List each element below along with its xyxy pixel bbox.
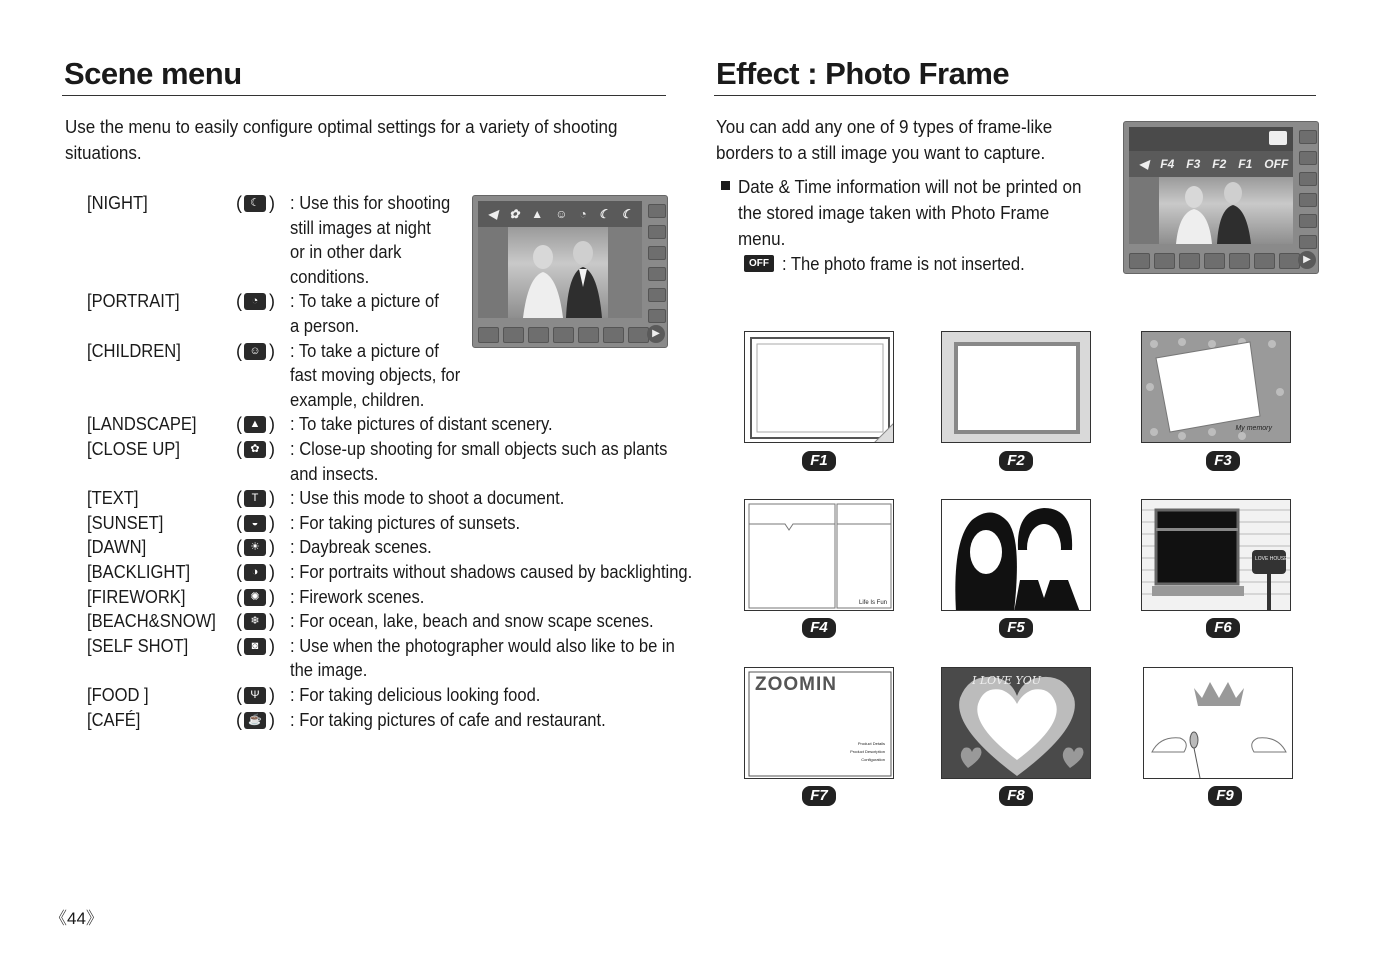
scene-label: [FOOD ] bbox=[87, 685, 149, 705]
lcd-bottom-buttons bbox=[1129, 253, 1300, 269]
play-icon: ▶ bbox=[1298, 251, 1316, 269]
night-icon: ☾ bbox=[621, 207, 633, 221]
night-icon: ☾ bbox=[244, 195, 266, 212]
off-badge-icon: OFF bbox=[744, 255, 774, 272]
f6-label-icon: F6 bbox=[1206, 618, 1240, 638]
scene-label: [DAWN] bbox=[87, 537, 147, 558]
paren-close: ) bbox=[269, 439, 275, 459]
scene-label: [CHILDREN] bbox=[87, 340, 181, 361]
scene-label: [LANDSCAPE] bbox=[87, 414, 197, 435]
arrow-left-icon: ◀ bbox=[1139, 157, 1149, 171]
scene-label: [TEXT] bbox=[87, 488, 139, 509]
scene-menu-bar bbox=[478, 201, 642, 227]
lcd-side-buttons bbox=[648, 204, 666, 323]
backlight-icon: ◑ bbox=[244, 564, 266, 581]
paren-close: ) bbox=[269, 635, 275, 656]
beach-snow-icon: ❄ bbox=[244, 613, 266, 630]
scene-description: : Use this for shooting bbox=[290, 193, 451, 213]
scene-description: : To take pictures of distant scenery. bbox=[290, 414, 553, 435]
date-time-note-line2: the stored image taken with Photo Frame bbox=[738, 202, 1050, 223]
night-icon: ☾ bbox=[598, 207, 610, 221]
frame-f5-thumbnail bbox=[941, 499, 1091, 611]
landscape-icon: ▲ bbox=[531, 207, 544, 221]
portrait-icon: ◔ bbox=[244, 293, 266, 310]
page-title-photo-frame: Effect : Photo Frame bbox=[716, 56, 1010, 91]
paren-open: ( bbox=[236, 635, 242, 656]
firework-icon: ✺ bbox=[244, 589, 266, 606]
paren-close: ) bbox=[269, 340, 275, 361]
play-icon: ▶ bbox=[647, 325, 665, 343]
scene-label: [BACKLIGHT] bbox=[87, 562, 191, 582]
portrait-icon: ◔ bbox=[579, 207, 587, 221]
frame-mode-icon bbox=[1269, 131, 1287, 145]
frame-f7-thumbnail bbox=[744, 667, 894, 779]
scene-label: [CLOSE UP] bbox=[87, 439, 180, 459]
f5-label-icon: F5 bbox=[999, 618, 1033, 638]
f7-title: ZOOMIN bbox=[755, 674, 837, 695]
children-icon: ☺ bbox=[555, 207, 568, 221]
children-icon: ☺ bbox=[244, 343, 266, 360]
frame-intro bbox=[716, 114, 1052, 166]
scene-description-continued: the image. bbox=[290, 660, 368, 681]
lcd-screen bbox=[1129, 127, 1293, 244]
scene-description-continued: or in other dark bbox=[290, 242, 402, 263]
scene-description: : For portraits without shadows caused by backlighting. bbox=[290, 562, 693, 582]
lcd-menu-item: OFF bbox=[1264, 157, 1289, 171]
title-divider-right bbox=[714, 95, 1316, 96]
date-time-note-line1: Date & Time information will not be printed on bbox=[738, 176, 1082, 197]
paren-close: ) bbox=[269, 193, 275, 213]
scene-intro-line1: Use the menu to easily configure optimal settings for a variety of shooting bbox=[65, 116, 618, 137]
scene-description-continued: fast moving objects, for bbox=[290, 365, 461, 386]
scene-description-continued: conditions. bbox=[290, 266, 370, 287]
scene-intro-line2: situations. bbox=[65, 142, 142, 163]
f7-detail-3: Configuration bbox=[861, 757, 885, 762]
scene-description: : Daybreak scenes. bbox=[290, 537, 432, 558]
frame-f9-thumbnail bbox=[1143, 667, 1293, 779]
frame-menu-bar bbox=[1129, 151, 1293, 177]
paren-open: ( bbox=[236, 488, 242, 509]
f6-caption: LOVE HOUSE bbox=[1255, 556, 1288, 562]
paren-open: ( bbox=[236, 512, 242, 533]
scene-description-continued: still images at night bbox=[290, 217, 431, 238]
lcd-side-buttons bbox=[1299, 130, 1317, 249]
paren-close: ) bbox=[269, 291, 275, 312]
frame-f8-thumbnail bbox=[941, 667, 1091, 779]
close-up-icon: ✿ bbox=[244, 441, 266, 458]
sunset-icon: ◒ bbox=[244, 515, 266, 532]
lcd-menu-item: F4 bbox=[1160, 157, 1175, 171]
paren-close: ) bbox=[269, 611, 275, 632]
lcd-menu-item: F1 bbox=[1238, 157, 1253, 171]
lcd-screen bbox=[478, 201, 642, 318]
paren-close: ) bbox=[269, 512, 275, 533]
scene-description: : For taking delicious looking food. bbox=[290, 685, 541, 705]
frame-f4-thumbnail bbox=[744, 499, 894, 611]
frame-f2-thumbnail bbox=[941, 331, 1091, 443]
scene-description: : For taking pictures of cafe and restaurant. bbox=[290, 709, 606, 730]
cafe-icon: ☕ bbox=[244, 712, 266, 729]
lcd-menu-item: F3 bbox=[1186, 157, 1201, 171]
paren-close: ) bbox=[269, 537, 275, 558]
paren-open: ( bbox=[236, 709, 242, 730]
paren-open: ( bbox=[236, 414, 242, 435]
page-number: 《44》 bbox=[50, 909, 103, 928]
title-divider-left bbox=[62, 95, 666, 96]
scene-description: : For taking pictures of sunsets. bbox=[290, 512, 521, 533]
paren-open: ( bbox=[236, 537, 242, 558]
frame-intro-line1: You can add any one of 9 types of frame-like bbox=[716, 116, 1053, 137]
paren-open: ( bbox=[236, 291, 242, 312]
dawn-icon: ☀ bbox=[244, 539, 266, 556]
arrow-left-icon: ◀ bbox=[488, 207, 498, 221]
scene-label: [BEACH&SNOW] bbox=[87, 611, 216, 632]
f7-detail-1: Product Details bbox=[857, 741, 885, 746]
paren-close: ) bbox=[269, 586, 275, 607]
text-icon: T bbox=[244, 490, 266, 507]
scene-description: : Use this mode to shoot a document. bbox=[290, 488, 565, 509]
paren-open: ( bbox=[236, 562, 242, 582]
frame-f6-thumbnail bbox=[1141, 499, 1291, 611]
f8-label-icon: F8 bbox=[999, 786, 1033, 806]
bullet-square-icon bbox=[721, 181, 730, 190]
scene-description-continued: a person. bbox=[290, 316, 360, 336]
off-description: : The photo frame is not inserted. bbox=[782, 254, 1025, 274]
frame-f3-thumbnail bbox=[1141, 331, 1291, 443]
f9-label-icon: F9 bbox=[1208, 786, 1242, 806]
date-time-note-line3: menu. bbox=[738, 228, 786, 249]
scene-description: : Firework scenes. bbox=[290, 586, 425, 607]
f4-caption: Life Is Fun bbox=[858, 600, 887, 606]
lcd-bottom-buttons bbox=[478, 327, 649, 343]
scene-intro bbox=[65, 114, 618, 166]
paren-close: ) bbox=[269, 414, 275, 435]
paren-close: ) bbox=[269, 685, 275, 705]
scene-description: : For ocean, lake, beach and snow scape scenes. bbox=[290, 611, 654, 632]
paren-close: ) bbox=[269, 709, 275, 730]
scene-description: : Close-up shooting for small objects such as plants bbox=[290, 439, 668, 459]
paren-close: ) bbox=[269, 562, 275, 582]
scene-label: [SELF SHOT] bbox=[87, 635, 189, 656]
scene-label: [PORTRAIT] bbox=[87, 291, 180, 312]
scene-lcd-screenshot bbox=[472, 195, 668, 348]
scene-description-continued: and insects. bbox=[290, 463, 379, 484]
f7-details bbox=[850, 740, 885, 764]
paren-open: ( bbox=[236, 439, 242, 459]
wedding-photo bbox=[1129, 177, 1293, 244]
food-icon: Ψ bbox=[244, 687, 266, 704]
f3-caption: My memory bbox=[1235, 425, 1272, 432]
scene-label: [FIREWORK] bbox=[87, 586, 186, 607]
f1-label-icon: F1 bbox=[802, 451, 836, 471]
paren-open: ( bbox=[236, 685, 242, 705]
f7-label-icon: F7 bbox=[802, 786, 836, 806]
scene-description: : Use when the photographer would also like to be in bbox=[290, 635, 675, 656]
paren-open: ( bbox=[236, 340, 242, 361]
scene-label: [SUNSET] bbox=[87, 512, 164, 533]
frame-intro-line2: borders to a still image you want to capture. bbox=[716, 142, 1046, 163]
scene-label: [NIGHT] bbox=[87, 193, 148, 213]
self-shot-icon: ◙ bbox=[244, 638, 266, 655]
f3-label-icon: F3 bbox=[1206, 451, 1240, 471]
close-up-icon: ✿ bbox=[509, 207, 520, 221]
landscape-icon: ▲ bbox=[244, 416, 266, 433]
f2-label-icon: F2 bbox=[999, 451, 1033, 471]
paren-open: ( bbox=[236, 586, 242, 607]
f8-caption: I LOVE YOU bbox=[972, 674, 1041, 687]
paren-open: ( bbox=[236, 193, 242, 213]
page-title-scene-menu: Scene menu bbox=[64, 56, 242, 91]
f7-detail-2: Product Description bbox=[850, 749, 885, 754]
f4-label-icon: F4 bbox=[802, 618, 836, 638]
scene-description: : To take a picture of bbox=[290, 291, 439, 312]
scene-label: [CAFÉ] bbox=[87, 709, 141, 730]
paren-open: ( bbox=[236, 611, 242, 632]
frame-f1-thumbnail bbox=[744, 331, 894, 443]
scene-description: : To take a picture of bbox=[290, 340, 439, 361]
lcd-menu-item: F2 bbox=[1212, 157, 1227, 171]
paren-close: ) bbox=[269, 488, 275, 509]
wedding-photo bbox=[478, 227, 642, 318]
frame-lcd-screenshot bbox=[1123, 121, 1319, 274]
date-time-note bbox=[738, 174, 1081, 252]
scene-description-continued: example, children. bbox=[290, 389, 425, 410]
